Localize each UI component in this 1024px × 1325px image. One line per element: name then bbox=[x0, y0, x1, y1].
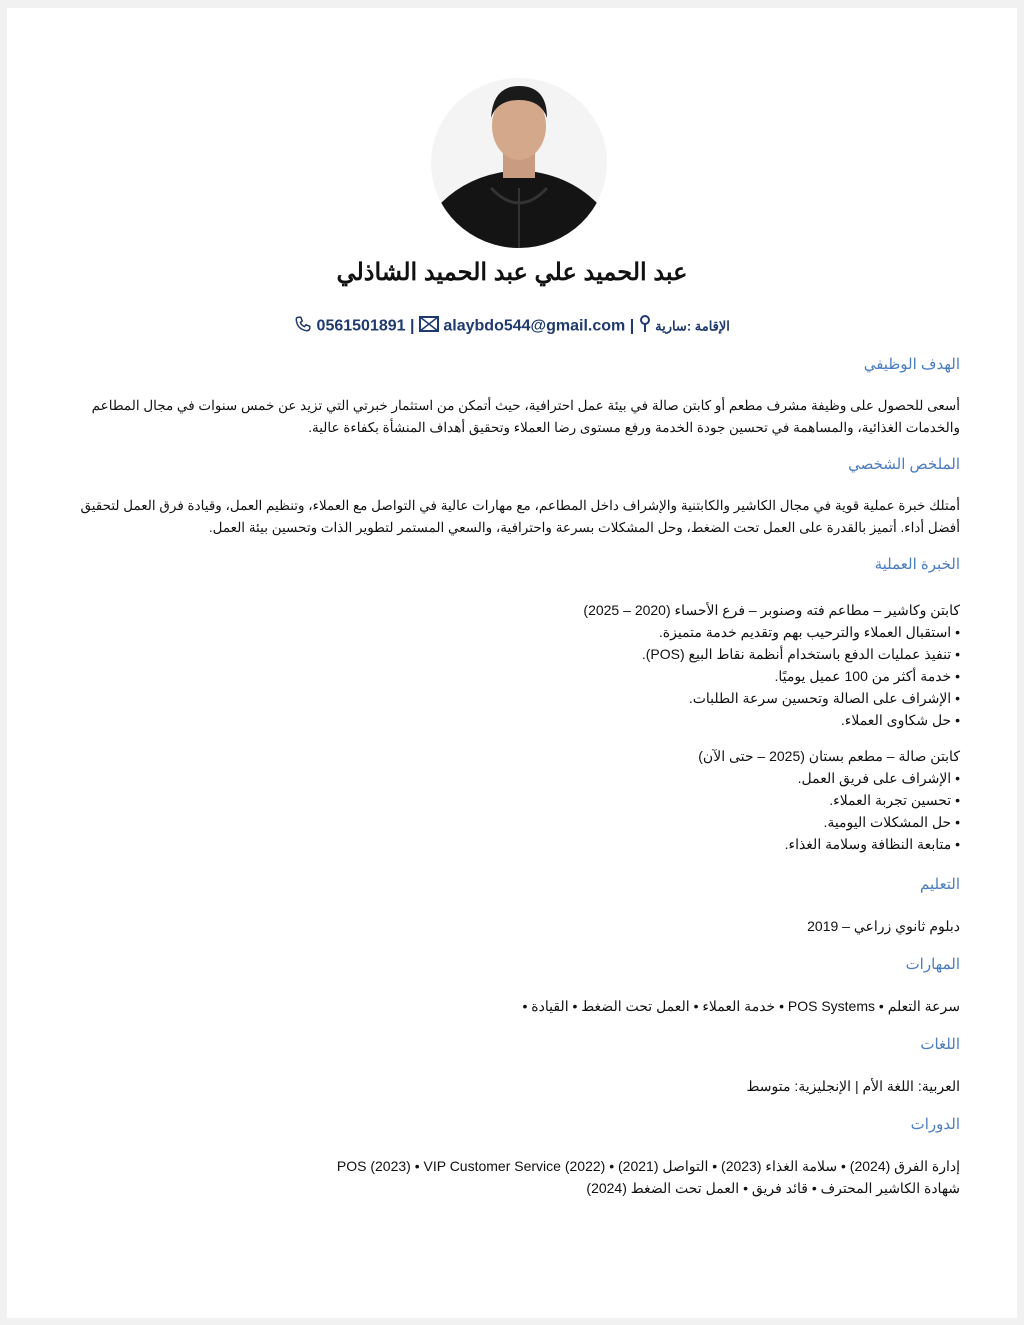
education-text: دبلوم ثانوي زراعي – 2019 bbox=[807, 918, 960, 934]
location-icon bbox=[639, 320, 651, 337]
skills-text: سرعة التعلم • POS Systems • خدمة العملاء • العمل تحت الضغط • القيادة • bbox=[522, 998, 960, 1014]
education-heading: التعليم bbox=[920, 876, 960, 893]
courses-line-2: شهادة الكاشير المحترف • قائد فريق • العمل تحت الضغط (2024) bbox=[586, 1180, 960, 1196]
contact-line bbox=[0, 315, 1024, 338]
summary-heading: الملخص الشخصي bbox=[848, 456, 960, 473]
objective-heading: الهدف الوظيفي bbox=[863, 356, 960, 373]
job-heading: كابتن صالة – مطعم بستان (2025 – حتى الآن) bbox=[698, 748, 960, 764]
job-item: • حل شكاوى العملاء. bbox=[840, 712, 960, 728]
job-item: • تنفيذ عمليات الدفع باستخدام أنظمة نقاط البيع (POS). bbox=[641, 646, 960, 662]
email-link[interactable]: alaybdo544@gmail.com bbox=[443, 317, 626, 335]
objective-text: أسعى للحصول على وظيفة مشرف مطعم أو كابتن صالة في بيئة عمل احترافية، حيث أتمكن من استثمار خبرتي التي تزيد عن خمس سنوات في مجال المطاعم والخدمات الغذائية، والمساهمة في تحسين جودة الخدمة ورفع مستوى رضا العملاء وتحقيق أهداف المنشأة بكفاءة عالية. bbox=[91, 398, 960, 435]
job-2 bbox=[80, 745, 960, 855]
cv-content bbox=[80, 355, 960, 1199]
separator: | bbox=[629, 317, 635, 335]
job-1 bbox=[80, 599, 960, 731]
separator: | bbox=[409, 317, 415, 335]
job-item: • الإشراف على الصالة وتحسين سرعة الطلبات. bbox=[688, 690, 960, 706]
job-item: • الإشراف على فريق العمل. bbox=[797, 770, 960, 786]
phone-icon bbox=[294, 320, 312, 337]
courses-line-1: إدارة الفرق (2024) • سلامة الغذاء (2023) • التواصل (2021) • POS (2023) • VIP Customer Service (2022) bbox=[336, 1158, 960, 1174]
languages-heading: اللغات bbox=[920, 1036, 960, 1053]
profile-photo bbox=[431, 78, 607, 248]
courses-heading: الدورات bbox=[910, 1116, 960, 1133]
email-icon bbox=[419, 319, 439, 336]
candidate-name: عبد الحميد علي عبد الحميد الشاذلي bbox=[336, 259, 688, 286]
job-item: • خدمة أكثر من 100 عميل يوميًا. bbox=[774, 668, 960, 684]
job-item: • حل المشكلات اليومية. bbox=[823, 814, 960, 830]
job-item: • استقبال العملاء والترحيب بهم وتقديم خدمة متميزة. bbox=[658, 624, 960, 640]
job-item: • تحسين تجربة العملاء. bbox=[829, 792, 960, 808]
experience-heading: الخبرة العملية bbox=[874, 556, 960, 573]
phone-link[interactable]: 0561501891 bbox=[316, 317, 406, 335]
summary-text: أمتلك خبرة عملية قوية في مجال الكاشير والكابتنية والإشراف داخل المطاعم، مع مهارات عالية في التواصل مع العملاء، وتنظيم العمل، وقيادة فرق العمل لتحقيق أفضل أداء. أتميز بالقدرة على العمل تحت الضغط، وحل المشكلات بسرعة واحترافية، والسعي المستمر لتطوير الذات وتحسين بيئة العمل. bbox=[80, 498, 960, 535]
job-heading: كابتن وكاشير – مطاعم فته وصنوبر – فرع الأحساء (2020 – 2025) bbox=[583, 602, 960, 618]
skills-heading: المهارات bbox=[905, 956, 960, 973]
job-item: • متابعة النظافة وسلامة الغذاء. bbox=[784, 836, 960, 852]
languages-text: العربية: اللغة الأم | الإنجليزية: متوسط bbox=[746, 1078, 960, 1094]
residence: الإقامة :سارية bbox=[655, 318, 730, 334]
